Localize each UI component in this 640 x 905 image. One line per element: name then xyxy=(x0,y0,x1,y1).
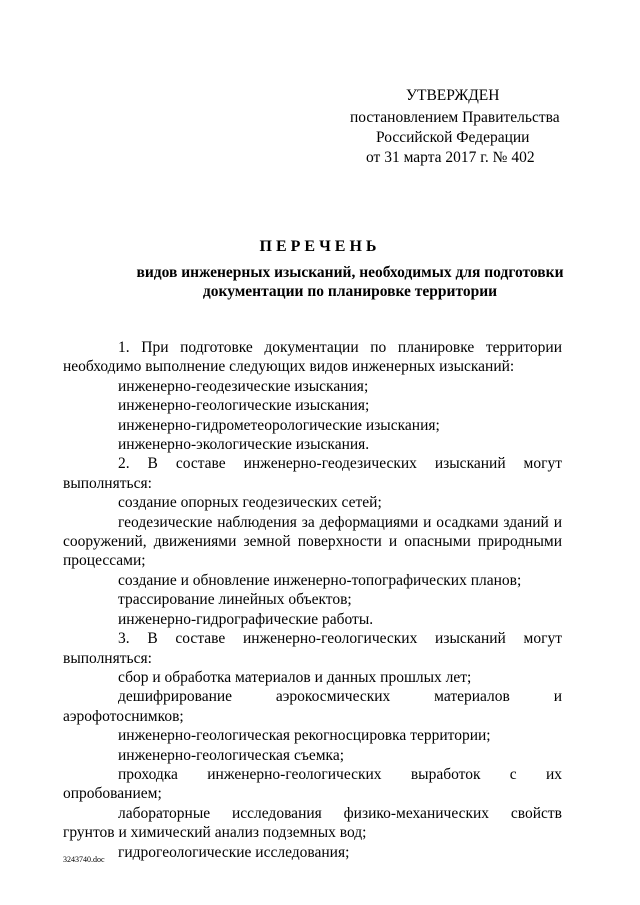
list-item: проходка инженерно-геологических выработок с их опробованием; xyxy=(63,765,562,803)
document-title: ПЕРЕЧЕНЬ xyxy=(259,238,381,255)
list-item: инженерно-гидрометеорологические изыскания; xyxy=(118,416,440,434)
document-subtitle xyxy=(60,263,640,301)
list-item: инженерно-геологическая съемка; xyxy=(118,746,345,764)
approval-date-number: от 31 марта 2017 г. № 402 xyxy=(366,149,535,166)
list-item: инженерно-геологические изыскания; xyxy=(118,397,370,415)
list-item: инженерно-геологическая рекогносцировка территории; xyxy=(118,727,491,745)
list-item: сбор и обработка материалов и данных прошлых лет; xyxy=(118,668,472,686)
list-item: гидрогеологические исследования; xyxy=(118,843,350,861)
list-item: трассирование линейных объектов; xyxy=(118,591,352,609)
subtitle-line-2: документации по планировке территории xyxy=(202,283,498,300)
document-body xyxy=(63,338,562,862)
paragraph-2: 2. В составе инженерно-геодезических изысканий могут выполняться: xyxy=(63,455,562,492)
list-item: дешифрирование аэрокосмических материалов и аэрофотоснимков; xyxy=(63,688,562,725)
list-item: геодезические наблюдения за деформациями и осадками зданий и сооружений, движениями земной поверхности и опасными природными процессами; xyxy=(63,513,562,570)
list-item: лабораторные исследования физико-механических свойств грунтов и химический анализ подземных вод; xyxy=(63,804,562,842)
subtitle-line-1: видов инженерных изысканий, необходимых для подготовки xyxy=(136,264,564,281)
file-name-footer: 3243740.doc xyxy=(63,855,105,864)
list-item: создание опорных геодезических сетей; xyxy=(118,494,382,512)
paragraph-3: 3. В составе инженерно-геологических изысканий могут выполняться: xyxy=(63,630,562,667)
paragraph-1: 1. При подготовке документации по планировке территории необходимо выполнение следующих видов инженерных изысканий: xyxy=(63,339,562,376)
approval-line-2: Российской Федерации xyxy=(376,129,530,146)
list-item: инженерно-гидрографические работы. xyxy=(118,610,374,628)
approval-line-1: постановлением Правительства xyxy=(350,109,560,126)
list-item: инженерно-экологические изыскания. xyxy=(118,436,370,454)
list-item: инженерно-геодезические изыскания; xyxy=(118,377,369,395)
list-item: создание и обновление инженерно-топографических планов; xyxy=(118,571,522,589)
approved-label: УТВЕРЖДЕН xyxy=(406,87,500,104)
